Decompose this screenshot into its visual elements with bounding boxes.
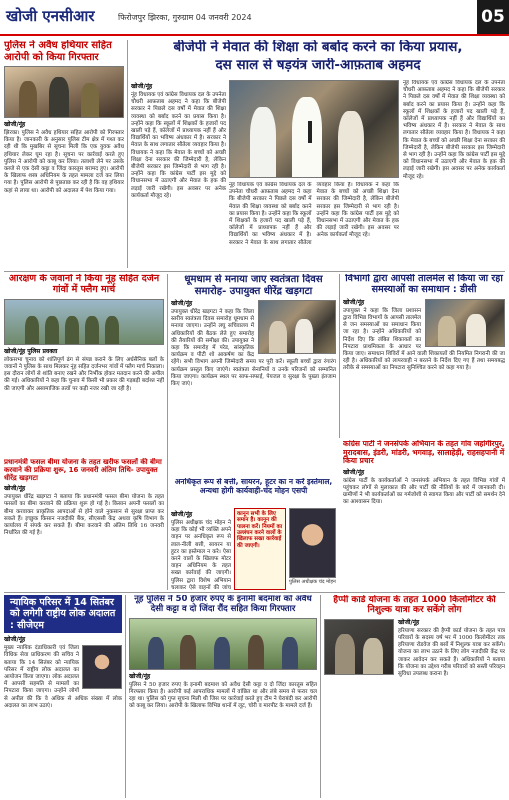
happy-card-photo bbox=[324, 619, 394, 675]
police-arrest-photo bbox=[4, 66, 124, 118]
story-happy-card: हैप्पी कार्ड योजना के तहत 1000 किलोमीटर की निशुल्क यात्रा कर सकेंगे लोग खोजी/नूंह हरियाणा सरकार की हैप्पी कार्ड योजना के तहत पात्र परिवारों के सदस्य वर्ष भर में 1000 किलोमीटर तक हरियाणा रोडवेज की बसों में निशुल्क यात्रा कर सकेंगे। योजना का लाभ उठाने के लिए लोग नजदीकी केंद्र पर जाकर आवेदन कर सकते हैं। अधिकारियों ने बताया कि योजना का उद्देश्य गरीब परिवारों को सस्ती परिवहन सुविधा उपलब्ध कराना है। bbox=[324, 595, 505, 798]
sp-photo-caption: पुलिस अधीक्षक चंद मोहन bbox=[289, 579, 336, 585]
headline: अनधिकृत रूप से बत्ती, सायरन, हूटर का न करें इस्तेमाल, अन्यथा होगी कार्यवाही-चंद मोहन एसपी bbox=[174, 478, 333, 495]
edition-info: फिरोजपुर झिरका, गुरुग्राम 04 जनवरी 2024 bbox=[118, 13, 252, 22]
headline-line-1: बीजेपी ने मेवात की शिक्षा को बर्बाद करने का किया प्रयास, bbox=[173, 40, 463, 55]
story-sp-warning: खोजी/नूंह पुलिस अधीक्षक चंद मोहन ने कहा कि कोई भी व्यक्ति अपने वाहन पर अनधिकृत रूप से लाल-नीली बत्ती, सायरन या हूटर का इस्तेमाल न करे। ऐसा करने वालों के खिलाफ मोटर वाहन अधिनियम के तहत सख्त कार्रवाई की जाएगी। पुलिस द्वारा विशेष अभियान चलाकर ऐसे वाहनों की जांच कानून सभी के लिए समान है। कानून की पालना करें। नियमों का उल्लंघन करने वालों के खिलाफ सख्त कार्रवाई की जाएगी। पुलिस अधीक्षक चंद मोहन bbox=[171, 508, 336, 590]
story-independence-day: धूमधाम से मनाया जाए स्वतंत्रता दिवस समारोह- उपायुक्त धीरेंद्र खड़गटा खोजी/नूंह उपायुक्त धीरेंद्र खड़गटा ने कहा कि जिला स्तरीय स्वतंत्रता दिवस समारोह धूमधाम से मनाया जाएगा। उन्होंने लघु सचिवालय में अधिकारियों की बैठक लेते हुए समारोह की तैयारियों की समीक्षा की। उपायुक्त ने कहा कि समारोह में परेड, सांस्कृतिक कार्यक्रम व पीटी शो आकर्षण का केंद्र रहेंगे। सभी विभाग अपनी जिम्मेदारी समय पर पूरी करें। स्कूली बच्चों द्वारा रंगारंग कार्यक्रम प्रस्तुत किए जाएंगे। स्वतंत्रता सेनानियों व उनके परिजनों को सम्मानित किया जाएगा। कार्यक्रम स्थल पर साफ-सफाई, पेयजल व सुरक्षा के पुख्ता इंतजाम किए जाएं। bbox=[171, 274, 336, 388]
story-flag-march: आरक्षण के जवानों ने किया नूंह सहित दर्जन गांवों में फ्लैग मार्च खोजी/नूंह पुलिस प्रवक्ता लोकसभा चुनाव को शांतिपूर्ण ढंग से संपन्न कराने के लिए अर्धसैनिक बलों के जवानों ने पुलिस के साथ मिलकर नूंह सहित दर्जनभर गांवों में फ्लैग मार्च निकाला। इस दौरान लोगों से शांति बनाए रखने और निर्भीक होकर मतदान करने की अपील की गई। अधिकारियों ने कहा कि चुनाव में किसी भी प्रकार की गड़बड़ी बर्दाश्त नहीं की जाएगी और असामाजिक तत्वों पर कड़ी नजर रखी जा रही है। bbox=[4, 274, 164, 392]
cjm-portrait-photo bbox=[82, 645, 122, 689]
article-body: नूंह विधायक एवं कांग्रेस विधायक दल के उपनेता चौधरी आफ़ताब अहमद ने कहा कि बीजेपी सरकार ने पिछले दस वर्षों में मेवात की शिक्षा व्यवस्था को बर्बाद करने का प्रयास किया है। उन्होंने कहा कि स्कूलों में शिक्षकों के हजारों पद खाली पड़े हैं, कॉलेजों में प्राध्यापक नहीं हैं और विद्यार्थियों का भविष्य अंधकार में है। सरकार ने मेवात के साथ लगातार सौतेला व्यवहार किया है। विधायक ने कहा कि मेवात के बच्चों को अच्छी शिक्षा देना सरकार की जिम्मेदारी है, लेकिन बीजेपी सरकार इस जिम्मेदारी से भाग रही है। उन्होंने कहा कि कांग्रेस पार्टी इस मुद्दे को विधानसभा में उठाएगी और मेवात के हक की लड़ाई जारी रखेगी। इस अवसर पर अनेक कार्यकर्ता मौजूद रहे। bbox=[131, 92, 226, 199]
article-body: मुख्य न्यायिक दंडाधिकारी एवं जिला विधिक सेवा प्राधिकरण की सचिव ने बताया कि 14 सितंबर को न्यायिक परिसर में राष्ट्रीय लोक अदालत का आयोजन किया जाएगा। लोक अदालत में आपसी सहमति से मामलों का निपटारा किया जाएगा। उन्होंने लोगों से अपील की कि वे अधिक से अधिक संख्या में लोक अदालत का लाभ उठाएं। bbox=[4, 645, 122, 709]
article-body: झिरका। पुलिस ने अवैध हथियार सहित आरोपी को गिरफ्तार किया है। जानकारी के अनुसार पुलिस टीम क्षेत्र में गश्त कर रही थी कि मुखबिर से सूचना मिली कि एक युवक अवैध हथियार लेकर घूम रहा है। सूचना पर कार्रवाई करते हुए पुलिस ने आरोपी को काबू कर लिया। तलाशी लेने पर उसके कब्जे से एक देसी कट्टा व जिंदा कारतूस बरामद हुए। आरोपी के खिलाफ शस्त्र अधिनियम के तहत मामला दर्ज कर लिया गया है। पुलिस आरोपी से पूछताछ कर रही है कि वह हथियार कहां से लाया था। आरोपी को अदालत में पेश किया गया। bbox=[4, 130, 124, 194]
headline: हैप्पी कार्ड योजना के तहत 1000 किलोमीटर की निशुल्क यात्रा कर सकेंगे लोग bbox=[333, 595, 496, 616]
story-crop-insurance: प्रधानमंत्री फसल बीमा योजना के तहत खरीफ फसलों की बीमा करवाने की प्रक्रिया शुरू, 16 जनवरी अंतिम तिथि- उपायुक्त धीरेंद्र खड़गटा खोजी/नूंह उपायुक्त धीरेंद्र खड़गटा ने बताया कि प्रधानमंत्री फसल बीमा योजना के तहत फसलों का बीमा करवाने की प्रक्रिया शुरू हो गई है। किसान अपनी फसलों का बीमा करवाकर प्राकृतिक आपदाओं से होने वाले नुकसान से सुरक्षा प्राप्त कर सकते हैं। इच्छुक किसान नजदीकी बैंक, सीएससी केंद्र अथवा कृषि विभाग के कार्यालय में संपर्क कर सकते हैं। बीमा करवाने की अंतिम तिथि 16 जनवरी निर्धारित की गई है। bbox=[4, 458, 164, 537]
story-police-arrest: पुलिस ने अवैध हथियार सहित आरोपी को किया गिरफ्तार खोजी/नूंह झिरका। पुलिस ने अवैध हथियार सहित आरोपी को गिरफ्तार किया है। जानकारी के अनुसार पुलिस टीम क्षेत्र में गश्त कर रही थी कि मुखबिर से सूचना मिली कि एक युवक अवैध हथियार लेकर घूम रहा है। सूचना पर कार्रवाई करते हुए पुलिस ने आरोपी को काबू कर लिया। तलाशी लेने पर उसके कब्जे से एक देसी कट्टा व जिंदा कारतूस बरामद हुए। आरोपी के खिलाफ शस्त्र अधिनियम के तहत मामला दर्ज कर लिया गया है। पुलिस आरोपी से पूछताछ कर रही है कि वह हथियार कहां से लाया था। आरोपी को अदालत में पेश किया गया। bbox=[4, 40, 124, 194]
story-congress-campaign: कांग्रेस पार्टी ने जनसंपर्क अभियान के तहत गांव जहांगीरपुर, मुरादबास, इंडरी, मांडरी, भगवाड़, सालाहेड़ी, राहसहपानी में किया प्रचार खोजी/नूंह कांग्रेस पार्टी के कार्यकर्ताओं ने जनसंपर्क अभियान के तहत विभिन्न गांवों में पहुंचकर लोगों से मुलाकात की और पार्टी की नीतियों के बारे में जानकारी दी। ग्रामीणों ने भी कार्यकर्ताओं का गर्मजोशी से स्वागत किया और पार्टी को समर्थन देने का आश्वासन दिया। bbox=[343, 440, 505, 506]
article-body-cont: नूंह विधायक एवं कांग्रेस विधायक दल के उपनेता चौधरी आफ़ताब अहमद ने कहा कि बीजेपी सरकार ने पिछले दस वर्षों में मेवात की शिक्षा व्यवस्था को बर्बाद करने का प्रयास किया है। उन्होंने कहा कि स्कूलों में शिक्षकों के हजारों पद खाली पड़े हैं, कॉलेजों में प्राध्यापक नहीं हैं और विद्यार्थियों का भविष्य अंधकार में है। सरकार ने मेवात के साथ लगातार सौतेला व्यवहार किया है। विधायक ने कहा कि मेवात के बच्चों को अच्छी शिक्षा देना सरकार की जिम्मेदारी है, लेकिन बीजेपी सरकार इस जिम्मेदारी से भाग रही है। उन्होंने कहा कि कांग्रेस पार्टी इस मुद्दे को विधानसभा में उठाएगी और मेवात के हक की लड़ाई जारी रखेगी। इस अवसर पर अनेक कार्यकर्ता मौजूद रहे। bbox=[229, 182, 399, 246]
story-lok-adalat: न्यायिक परिसर में 14 सितंबर को लगेगी राष्ट्रीय लोक अदालत : सीजेएम खोजी/नूंह मुख्य न्यायिक दंडाधिकारी एवं जिला विधिक सेवा प्राधिकरण की सचिव ने बताया कि 14 सितंबर को न्यायिक परिसर में राष्ट्रीय लोक अदालत का आयोजन किया जाएगा। लोक अदालत में आपसी सहमति से मामलों का निपटारा किया जाएगा। उन्होंने लोगों से अपील की कि वे अधिक से अधिक संख्या में लोक अदालत का लाभ उठाएं। bbox=[4, 597, 122, 709]
meeting-photo bbox=[258, 300, 336, 354]
headline: पुलिस ने अवैध हथियार सहित आरोपी को किया गिरफ्तार bbox=[4, 40, 112, 63]
sp-portrait-photo bbox=[289, 508, 336, 578]
headline: आरक्षण के जवानों ने किया नूंह सहित दर्जन गांवों में फ्लैग मार्च bbox=[8, 274, 160, 295]
article-body-right: नूंह विधायक एवं कांग्रेस विधायक दल के उपनेता चौधरी आफ़ताब अहमद ने कहा कि बीजेपी सरकार ने पिछले दस वर्षों में मेवात की शिक्षा व्यवस्था को बर्बाद करने का प्रयास किया है। उन्होंने कहा कि स्कूलों में शिक्षकों के हजारों पद खाली पड़े हैं, कॉलेजों में प्राध्यापक नहीं हैं और विद्यार्थियों का भविष्य अंधकार में है। सरकार ने मेवात के साथ लगातार सौतेला व्यवहार किया है। विधायक ने कहा कि मेवात के बच्चों को अच्छी शिक्षा देना सरकार की जिम्मेदारी है, लेकिन बीजेपी सरकार इस जिम्मेदारी से भाग रही है। उन्होंने कहा कि कांग्रेस पार्टी इस मुद्दे को विधानसभा में उठाएगी और मेवात के हक की लड़ाई जारी रखेगी। इस अवसर पर अनेक कार्यकर्ता मौजूद रहे। bbox=[403, 80, 505, 180]
mla-press-photo bbox=[229, 80, 399, 178]
banner-siren-warning bbox=[171, 478, 336, 506]
dc-meeting-photo bbox=[425, 299, 505, 347]
headline: विभागों द्वारा आपसी तालमेल से किया जा रहा समस्याओं का समाधान : डीसी bbox=[345, 274, 503, 295]
headline-line-2: दस साल से षड़यंत्र जारी-आफ़ताब अहमद bbox=[215, 57, 421, 73]
story-wanted-criminal: नूंह पुलिस ने 50 हजार रुपए के इनामी बदमाश को अवैध देसी कट्टा व दो जिंदा रौंद सहित किया गिरफ्तार खोजी/नूंह पुलिस ने 50 हजार रुपए के इनामी बदमाश को अवैध देसी कट्टा व दो जिंदा कारतूस सहित गिरफ्तार किया है। आरोपी कई आपराधिक मामलों में वांछित था और लंबे समय से फरार चल रहा था। पुलिस को गुप्त सूचना मिली थी जिस पर कार्रवाई करते हुए टीम ने घेराबंदी कर आरोपी को काबू कर लिया। आरोपी के खिलाफ विभिन्न थानों में लूट, चोरी व मारपीट के मामले दर्ज हैं। bbox=[129, 595, 317, 710]
article-body: उपायुक्त धीरेंद्र खड़गटा ने कहा कि जिला स्तरीय स्वतंत्रता दिवस समारोह धूमधाम से मनाया जाएगा। उन्होंने लघु सचिवालय में अधिकारियों की बैठक लेते हुए समारोह की तैयारियों की समीक्षा की। उपायुक्त ने कहा कि समारोह में परेड, सांस्कृतिक कार्यक्रम व पीटी शो आकर्षण का केंद्र रहेंगे। सभी विभाग अपनी जिम्मेदारी समय पर पूरी करें। स्कूली बच्चों द्वारा रंगारंग कार्यक्रम प्रस्तुत किए जाएंगे। स्वतंत्रता सेनानियों व उनके परिजनों को सम्मानित किया जाएगा। कार्यक्रम स्थल पर साफ-सफाई, पेयजल व सुरक्षा के पुख्ता इंतजाम किए जाएं। bbox=[171, 309, 336, 388]
article-body: कांग्रेस पार्टी के कार्यकर्ताओं ने जनसंपर्क अभियान के तहत विभिन्न गांवों में पहुंचकर लोगों से मुलाकात की और पार्टी की नीतियों के बारे में जानकारी दी। ग्रामीणों ने भी कार्यकर्ताओं का गर्मजोशी से स्वागत किया और पार्टी को समर्थन देने का आश्वासन दिया। bbox=[343, 477, 505, 506]
headline: कांग्रेस पार्टी ने जनसंपर्क अभियान के तहत गांव जहांगीरपुर, मुरादबास, इंडरी, मांडरी, भगवाड़, सालाहेड़ी, राहसहपानी में किया प्रचार bbox=[343, 440, 505, 466]
article-body: पुलिस ने 50 हजार रुपए के इनामी बदमाश को अवैध देसी कट्टा व दो जिंदा कारतूस सहित गिरफ्तार किया है। आरोपी कई आपराधिक मामलों में वांछित था और लंबे समय से फरार चल रहा था। पुलिस को गुप्त सूचना मिली थी जिस पर कार्रवाई करते हुए टीम ने घेराबंदी कर आरोपी को काबू कर लिया। आरोपी के खिलाफ विभिन्न थानों में लूट, चोरी व मारपीट के मामले दर्ज हैं। bbox=[129, 681, 317, 710]
sp-quote: कानून सभी के लिए समान है। कानून की पालना करें। नियमों का उल्लंघन करने वालों के खिलाफ सख्त कार्रवाई की जाएगी। bbox=[237, 511, 283, 549]
flag-march-photo bbox=[4, 299, 164, 345]
page-number: 05 bbox=[477, 0, 509, 34]
article-body: हरियाणा सरकार की हैप्पी कार्ड योजना के तहत पात्र परिवारों के सदस्य वर्ष भर में 1000 किलोमीटर तक हरियाणा रोडवेज की बसों में निशुल्क यात्रा कर सकेंगे। योजना का लाभ उठाने के लिए लोग नजदीकी केंद्र पर जाकर आवेदन कर सकते हैं। अधिकारियों ने बताया कि योजना का उद्देश्य गरीब परिवारों को सस्ती परिवहन सुविधा उपलब्ध कराना है। bbox=[398, 627, 505, 677]
article-body: उपायुक्त ने कहा कि जिला प्रशासन द्वारा विभिन्न विभागों के आपसी तालमेल से जन समस्याओं का समाधान किया जा रहा है। उन्होंने अधिकारियों को निर्देश दिए कि लंबित शिकायतों का निपटारा प्राथमिकता के आधार पर किया जाए। समाधान शिविरों में आने वाली शिकायतों की नियमित निगरानी की जा रही है। अधिकारियों को लापरवाही न बरतने के निर्देश दिए गए हैं तथा समयबद्ध तरीके से समस्याओं का निपटारा सुनिश्चित करने को कहा गया है। bbox=[343, 307, 505, 372]
article-body: उपायुक्त धीरेंद्र खड़गटा ने बताया कि प्रधानमंत्री फसल बीमा योजना के तहत फसलों का बीमा करवाने की प्रक्रिया शुरू हो गई है। किसान अपनी फसलों का बीमा करवाकर प्राकृतिक आपदाओं से होने वाले नुकसान से सुरक्षा प्राप्त कर सकते हैं। इच्छुक किसान नजदीकी बैंक, सीएससी केंद्र अथवा कृषि विभाग के कार्यालय में संपर्क कर सकते हैं। बीमा करवाने की अंतिम तिथि 16 जनवरी निर्धारित की गई है। bbox=[4, 494, 164, 537]
story-bjp-education: बीजेपी ने मेवात की शिक्षा को बर्बाद करने का किया प्रयास, दस साल से षड़यंत्र जारी-आफ़ताब अहमद खोजी/नूंह नूंह विधायक एवं कांग्रेस विधायक दल के उपनेता चौधरी आफ़ताब अहमद ने कहा कि बीजेपी सरकार ने पिछले दस वर्षों में मेवात की शिक्षा व्यवस्था को बर्बाद करने का प्रयास किया है। उन्होंने कहा कि स्कूलों में शिक्षकों के हजारों पद खाली पड़े हैं, कॉलेजों में प्राध्यापक नहीं हैं और विद्यार्थियों का भविष्य अंधकार में है। सरकार ने मेवात के साथ लगातार सौतेला व्यवहार किया है। विधायक ने कहा कि मेवात के बच्चों को अच्छी शिक्षा देना सरकार की जिम्मेदारी है, लेकिन बीजेपी सरकार इस जिम्मेदारी से भाग रही है। उन्होंने कहा कि कांग्रेस पार्टी इस मुद्दे को विधानसभा में उठाएगी और मेवात के हक की लड़ाई जारी रखेगी। इस अवसर पर अनेक कार्यकर्ता मौजूद रहे। नूंह विधायक एवं कांग्रेस विधायक दल के उपनेता चौधरी आफ़ताब अहमद ने कहा कि बीजेपी सरकार ने पिछले दस वर्षों में मेवात की शिक्षा व्यवस्था को बर्बाद करने का प्रयास किया है। उन्होंने कहा कि स्कूलों में शिक्षकों के हजारों पद खाली पड़े हैं, कॉलेजों में प्राध्यापक नहीं हैं और विद्यार्थियों का भविष्य अंधकार में है। सरकार ने मेवात के साथ लगातार सौतेला व्यवहार किया है। विधायक ने कहा कि मेवात के बच्चों को अच्छी शिक्षा देना सरकार की जिम्मेदारी है, लेकिन बीजेपी सरकार इस जिम्मेदारी से भाग रही है। उन्होंने कहा कि कांग्रेस पार्टी इस मुद्दे को विधानसभा में उठाएगी और मेवात के हक की लड़ाई जारी रखेगी। इस अवसर पर अनेक कार्यकर्ता मौजूद रहे। नूंह विधायक एवं कांग्रेस विधायक दल के उपनेता चौधरी आफ़ताब अहमद ने कहा कि बीजेपी सरकार ने पिछले दस वर्षों में मेवात की शिक्षा व्यवस्था को बर्बाद करने का प्रयास किया है। उन्होंने कहा कि स्कूलों में शिक्षकों के हजारों पद खाली पड़े हैं, कॉलेजों में प्राध्यापक नहीं हैं और विद्यार्थियों का भविष्य अंधकार में है। सरकार ने मेवात के साथ लगातार सौतेला व्यवहार किया है। विधायक ने कहा कि मेवात के बच्चों को अच्छी शिक्षा देना सरकार की जिम्मेदारी है, लेकिन बीजेपी सरकार इस जिम्मेदारी से भाग रही है। उन्होंने कहा कि कांग्रेस पार्टी इस मुद्दे को विधानसभा में उठाएगी और मेवात के हक की लड़ाई जारी रखेगी। इस अवसर पर अनेक कार्यकर्ता मौजूद रहे। bbox=[131, 40, 505, 268]
arrest-group-photo bbox=[129, 618, 317, 670]
headline: धूमधाम से मनाया जाए स्वतंत्रता दिवस समारोह- उपायुक्त धीरेंद्र खड़गटा bbox=[184, 274, 323, 297]
headline: न्यायिक परिसर में 14 सितंबर को लगेगी राष्ट्रीय लोक अदालत : सीजेएम bbox=[4, 595, 122, 633]
headline: प्रधानमंत्री फसल बीमा योजना के तहत खरीफ फसलों की बीमा करवाने की प्रक्रिया शुरू, 16 जनवरी अंतिम तिथि- उपायुक्त धीरेंद्र खड़गटा bbox=[4, 458, 162, 483]
article-body: पुलिस अधीक्षक चंद मोहन ने कहा कि कोई भी व्यक्ति अपने वाहन पर अनधिकृत रूप से लाल-नीली बत्ती, सायरन या हूटर का इस्तेमाल न करे। ऐसा करने वालों के खिलाफ मोटर वाहन अधिनियम के तहत सख्त कार्रवाई की जाएगी। पुलिस द्वारा विशेष अभियान चलाकर ऐसे वाहनों की जांच bbox=[171, 520, 231, 590]
masthead bbox=[0, 0, 509, 36]
headline: नूंह पुलिस ने 50 हजार रुपए के इनामी बदमाश को अवैध देसी कट्टा व दो जिंदा रौंद सहित किया गिरफ्तार bbox=[134, 595, 312, 614]
newspaper-name: खोजी एनसीआर bbox=[6, 7, 95, 25]
story-departments: विभागों द्वारा आपसी तालमेल से किया जा रहा समस्याओं का समाधान : डीसी खोजी/नूंह उपायुक्त ने कहा कि जिला प्रशासन द्वारा विभिन्न विभागों के आपसी तालमेल से जन समस्याओं का समाधान किया जा रहा है। उन्होंने अधिकारियों को निर्देश दिए कि लंबित शिकायतों का निपटारा प्राथमिकता के आधार पर किया जाए। समाधान शिविरों में आने वाली शिकायतों की नियमित निगरानी की जा रही है। अधिकारियों को लापरवाही न बरतने के निर्देश दिए गए हैं तथा समयबद्ध तरीके से समस्याओं का निपटारा सुनिश्चित करने को कहा गया है। bbox=[343, 274, 505, 372]
article-body: लोकसभा चुनाव को शांतिपूर्ण ढंग से संपन्न कराने के लिए अर्धसैनिक बलों के जवानों ने पुलिस के साथ मिलकर नूंह सहित दर्जनभर गांवों में फ्लैग मार्च निकाला। इस दौरान लोगों से शांति बनाए रखने और निर्भीक होकर मतदान करने की अपील की गई। अधिकारियों ने कहा कि चुनाव में किसी भी प्रकार की गड़बड़ी बर्दाश्त नहीं की जाएगी और असामाजिक तत्वों पर कड़ी नजर रखी जा रही है। bbox=[4, 356, 164, 392]
